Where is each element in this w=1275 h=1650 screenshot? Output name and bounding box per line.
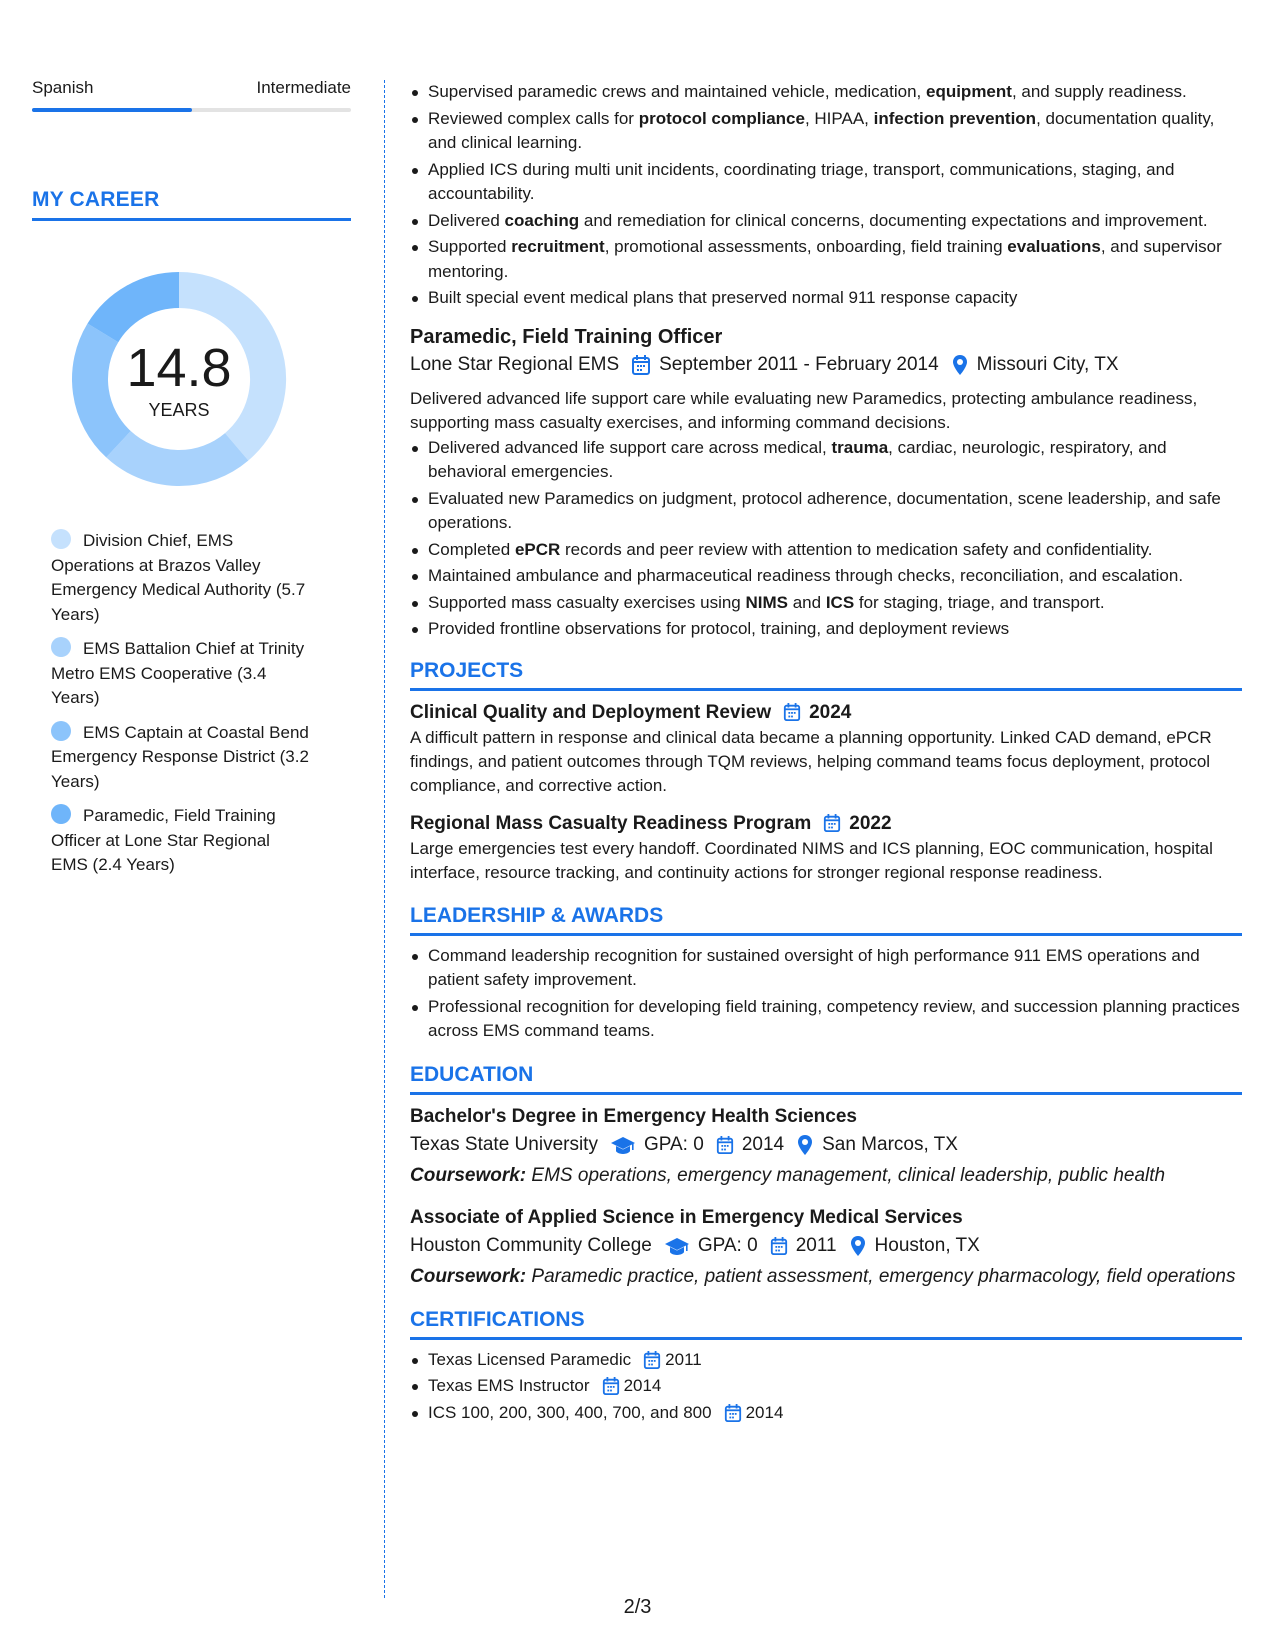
career-heading: MY CAREER: [32, 188, 351, 221]
calendar-icon: [643, 1350, 661, 1370]
legend-dot: [51, 804, 71, 824]
main-content: [410, 80, 1242, 1427]
column-divider: [384, 80, 385, 1598]
projects-heading: PROJECTS: [410, 658, 1242, 691]
legend-item: [51, 529, 311, 627]
leadership-heading: LEADERSHIP & AWARDS: [410, 903, 1242, 936]
legend-label: EMS Captain at Coastal Bend Emergency Response District (3.2 Years): [51, 722, 309, 791]
legend-label: Division Chief, EMS Operations at Brazos Valley Emergency Medical Authority (5.7 Years): [51, 531, 306, 624]
bullet-item: Supported recruitment, promotional assessments, onboarding, field training evaluations, and supervisor mentoring.: [410, 235, 1242, 284]
education-degree: Bachelor's Degree in Emergency Health Sciences: [410, 1105, 857, 1127]
donut-slice-4: [103, 290, 179, 333]
calendar-icon: [724, 1403, 742, 1423]
certification-year: 2014: [745, 1402, 784, 1422]
location-pin-icon: [849, 1235, 867, 1257]
bullet-item: Evaluated new Paramedics on judgment, protocol adherence, documentation, scene leadership, and safe operations.: [410, 487, 1242, 536]
education-school: Texas State University: [410, 1133, 598, 1155]
bullet-item: Supervised paramedic crews and maintained vehicle, medication, equipment, and supply readiness.: [410, 80, 1242, 105]
coursework-label: Coursework:: [410, 1265, 527, 1287]
education-school: Houston Community College: [410, 1234, 652, 1256]
education-coursework: [410, 1163, 1242, 1188]
bullet-item: Maintained ambulance and pharmaceutical readiness through checks, reconciliation, and escalation.: [410, 564, 1242, 589]
certifications-heading: CERTIFICATIONS: [410, 1307, 1242, 1340]
job-meta: [410, 351, 1242, 379]
job-company: Lone Star Regional EMS: [410, 353, 620, 375]
bullet-item: Delivered advanced life support care across medical, trauma, cardiac, neurologic, respiratory, and behavioral emergencies.: [410, 436, 1242, 485]
calendar-icon: [770, 1236, 788, 1256]
project-title: Clinical Quality and Deployment Review: [410, 701, 772, 723]
coursework-text: Paramedic practice, patient assessment, emergency pharmacology, field operations: [526, 1265, 1236, 1287]
projects-list: [410, 699, 1242, 885]
donut-center: [67, 339, 291, 421]
language-proficiency-bar: [32, 108, 351, 112]
project-description: A difficult pattern in response and clinical data became a planning opportunity. Linked CAD demand, ePCR findings, and patient outcomes through TQM reviews, helping command teams focus deployment, protocol compliance, and corrective action.: [410, 727, 1212, 795]
language-level: Intermediate: [256, 78, 351, 97]
calendar-icon: [783, 702, 801, 722]
education-year: 2011: [795, 1234, 837, 1256]
graduation-cap-icon: [664, 1236, 690, 1256]
education-year: 2014: [741, 1133, 785, 1155]
bullet-item: Applied ICS during multi unit incidents, coordinating triage, transport, communications, staging, and accountability.: [410, 158, 1242, 207]
certification-year: 2011: [665, 1349, 702, 1369]
location-pin-icon: [796, 1134, 814, 1156]
sidebar: [32, 78, 351, 888]
project-title-row: [410, 810, 1242, 837]
certification-name: Texas Licensed Paramedic: [428, 1349, 632, 1369]
education-location: Houston, TX: [874, 1234, 980, 1256]
education-degree: Associate of Applied Science in Emergency Medical Services: [410, 1206, 963, 1228]
calendar-icon: [602, 1376, 620, 1396]
education-list: [410, 1103, 1242, 1289]
job-dates: September 2011 - February 2014: [659, 353, 939, 375]
legend-label: EMS Battalion Chief at Trinity Metro EMS Cooperative (3.4 Years): [51, 639, 305, 707]
job-title: Paramedic, Field Training Officer: [410, 325, 723, 348]
bullet-item: Delivered coaching and remediation for clinical concerns, documenting expectations and improvement.: [410, 209, 1242, 234]
certification-item: [410, 1348, 1242, 1373]
education-gpa: GPA: 0: [643, 1133, 704, 1155]
bullet-item: Supported mass casualty exercises using NIMS and ICS for staging, triage, and transport.: [410, 591, 1242, 616]
project-title: Regional Mass Casualty Readiness Program: [410, 812, 812, 834]
job-location: Missouri City, TX: [976, 353, 1119, 375]
coursework-text: EMS operations, emergency management, clinical leadership, public health: [526, 1164, 1166, 1186]
certification-item: [410, 1401, 1242, 1426]
calendar-icon: [631, 354, 651, 376]
language-name: Spanish: [32, 78, 94, 97]
education-coursework: [410, 1264, 1242, 1289]
location-pin-icon: [951, 354, 969, 376]
page-number: 2/3: [623, 1596, 652, 1618]
bullet-item: Reviewed complex calls for protocol compliance, HIPAA, infection prevention, documentation quality, and clinical learning.: [410, 107, 1242, 156]
career-legend: [32, 529, 351, 878]
project-description: Large emergencies test every handoff. Coordinated NIMS and ICS planning, EOC communication, hospital interface, resource tracking, and continuity actions for stronger regional response readiness.: [410, 838, 1213, 882]
calendar-icon: [716, 1135, 734, 1155]
bullet-item: Completed ePCR records and peer review with attention to medication safety and confidentiality.: [410, 538, 1242, 563]
certifications-list: [410, 1348, 1242, 1426]
project-title-row: [410, 699, 1242, 726]
graduation-cap-icon: [610, 1135, 636, 1155]
career-total-years: 14.8: [126, 338, 232, 398]
bullet-item: Professional recognition for developing field training, competency review, and succession planning practices across EMS command teams.: [410, 995, 1242, 1044]
project-year: 2024: [809, 701, 852, 723]
bullet-item: Command leadership recognition for sustained oversight of high performance 911 EMS operations and patient safety improvement.: [410, 944, 1242, 993]
certification-name: ICS 100, 200, 300, 400, 700, and 800: [428, 1402, 712, 1422]
bullet-item: Built special event medical plans that preserved normal 911 response capacity: [410, 286, 1242, 311]
certification-name: Texas EMS Instructor: [428, 1376, 590, 1395]
leadership-list: [410, 944, 1242, 1044]
career-donut-chart: [67, 267, 291, 491]
certification-item: [410, 1374, 1242, 1399]
language-proficiency-fill: [32, 108, 192, 112]
education-location: San Marcos, TX: [822, 1133, 958, 1155]
education-meta: [410, 1131, 1242, 1159]
language-row: [32, 78, 351, 98]
project-year: 2022: [849, 812, 892, 834]
job-summary: Delivered advanced life support care while evaluating new Paramedics, protecting ambulance readiness, supporting mass casualty exercises, and informing command decisions.: [410, 388, 1198, 432]
job-bullets: [410, 436, 1242, 642]
bullet-item: Provided frontline observations for protocol, training, and deployment reviews: [410, 617, 1242, 642]
legend-dot: [51, 529, 71, 549]
legend-dot: [51, 721, 71, 741]
previous-job-bullets: [410, 80, 1242, 311]
legend-item: [51, 721, 311, 795]
legend-item: [51, 804, 311, 878]
legend-dot: [51, 637, 71, 657]
donut-slice-2: [118, 444, 236, 468]
coursework-label: Coursework:: [410, 1164, 527, 1186]
legend-item: [51, 637, 311, 711]
legend-label: Paramedic, Field Training Officer at Lone Star Regional EMS (2.4 Years): [51, 806, 276, 874]
education-gpa: GPA: 0: [697, 1234, 758, 1256]
education-heading: EDUCATION: [410, 1062, 1242, 1095]
career-years-unit: YEARS: [148, 400, 210, 420]
education-meta: [410, 1232, 1242, 1260]
certification-year: 2014: [623, 1376, 662, 1395]
calendar-icon: [823, 813, 841, 833]
